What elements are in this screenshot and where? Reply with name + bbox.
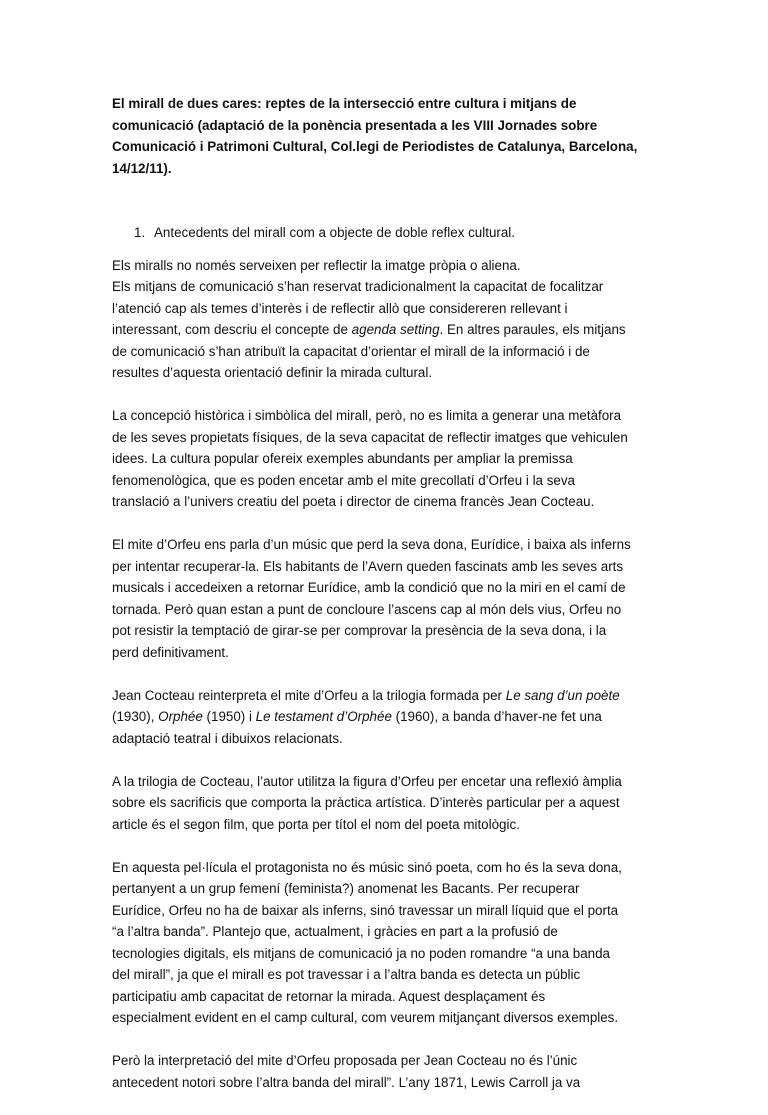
text-line: l’atenció cap als temes d’interès i de reflectir allò que considereren rellevant i: [112, 300, 568, 316]
title-line: El mirall de dues cares: reptes de la intersecció entre cultura i mitjans de: [112, 96, 577, 111]
text-line: participatiu amb capacitat de retornar la mirada. Aquest desplaçament és: [112, 988, 546, 1004]
text-line: del mirall”, ja que el mirall es pot travessar i a l’altra banda es detecta un públic: [112, 967, 581, 982]
text-segment: Jean Cocteau reinterpreta el mite d’Orfeu a la trilogia formada per: [112, 687, 506, 703]
text-line: pot resistir la temptació de girar-se per comprovar la presència de la seva dona, i la: [112, 623, 607, 638]
text-line: sobre els sacrificis que comporta la pràctica artística. D’interès particular per a aquest: [112, 795, 620, 810]
emphasis-agenda-setting: agenda setting: [351, 322, 440, 337]
paragraph-6: [112, 857, 657, 1029]
text-line: musicals i accedeixen a retornar Eurídice, amb la condició que no la miri en el camí de: [112, 580, 626, 595]
text-line: tecnologies digitals, els mitjans de comunicació ja no poden romandre “a una banda: [112, 945, 610, 961]
text-line: El mite d’Orfeu ens parla d’un músic que perd la seva dona, Eurídice, i baixa als inferns: [112, 537, 631, 552]
text-line: La concepció històrica i simbòlica del mirall, però, no es limita a generar una metàfora: [112, 408, 622, 423]
text-segment: (1950) i: [202, 709, 256, 724]
text-line: En aquesta pel·lícula el protagonista no és músic sinó poeta, com ho és la seva dona,: [112, 859, 622, 875]
paragraph-1: [112, 255, 657, 384]
text-line: per intentar recuperar-la. Els habitants de l’Avern queden fascinats amb les seves arts: [112, 558, 624, 574]
text-line: translació a l’univers creatiu del poeta i director de cinema francès Jean Cocteau.: [112, 494, 595, 509]
text-line: [112, 685, 657, 707]
text-line: [112, 706, 657, 728]
paragraph-4: [112, 685, 657, 750]
section-title: Antecedents del mirall com a objecte de doble reflex cultural.: [154, 225, 515, 240]
title-line: comunicació (adaptació de la ponència presentada a les VIII Jornades sobre: [112, 117, 598, 133]
text-line: article és el segon film, que porta per títol el nom del poeta mitològic.: [112, 816, 520, 832]
emphasis-film-title: Le testament d’Orphée: [255, 709, 392, 724]
paragraph-2: [112, 405, 657, 513]
text-line: [112, 319, 657, 341]
text-line: fenomenològica, que es poden encetar amb el mite grecollatí d’Orfeu i la seva: [112, 472, 575, 488]
text-line: perd definitivament.: [112, 644, 229, 660]
text-line: A la trilogia de Cocteau, l’autor utilitza la figura d’Orfeu per encetar una reflexió àmplia: [112, 773, 622, 789]
text-line: especialment evident en el camp cultural, com veurem mitjançant diversos exemples.: [112, 1010, 619, 1025]
title-line: Comunicació i Patrimoni Cultural, Col.legi de Periodistes de Catalunya, Barcelona,: [112, 139, 638, 154]
section-number: 1.: [134, 225, 146, 240]
text-line: idees. La cultura popular ofereix exemples abundants per ampliar la premissa: [112, 451, 573, 466]
text-line: antecedent notori sobre l’altra banda del mirall”. L’any 1871, Lewis Carroll ja va: [112, 1074, 581, 1090]
title-line: 14/12/11).: [112, 160, 172, 176]
text-segment: (1960), a banda d’haver-ne fet una: [391, 709, 602, 724]
text-segment: interessant, com descriu el concepte de: [112, 322, 352, 337]
text-line: de les seves propietats físiques, de la seva capacitat de reflectir imatges que vehiculen: [112, 429, 628, 445]
paragraph-3: [112, 534, 657, 663]
document-title: [112, 93, 657, 179]
text-line: tornada. Però quan estan a punt de concloure l’ascens cap al món dels vius, Orfeu no: [112, 601, 622, 617]
paragraph-5: [112, 771, 657, 836]
section-heading: [112, 222, 657, 244]
text-line: Els miralls no només serveixen per reflectir la imatge pròpia o aliena.: [112, 257, 521, 273]
text-line: adaptació teatral i dibuixos relacionats.: [112, 730, 343, 746]
text-segment: (1930),: [112, 709, 159, 724]
text-line: “a l’altra banda”. Plantejo que, actualment, i gràcies en part a la profusió de: [112, 924, 558, 939]
text-line: pertanyent a un grup femení (feminista?) anomenat les Bacants. Per recuperar: [112, 881, 580, 896]
text-segment: . En altres paraules, els mitjans: [439, 322, 626, 337]
text-line: resultes d’aquesta orientació definir la mirada cultural.: [112, 365, 433, 380]
text-line: Però la interpretació del mite d’Orfeu proposada per Jean Cocteau no és l’únic: [112, 1053, 578, 1068]
text-line: Els mitjans de comunicació s’han reservat tradicionalment la capacitat de focalitzar: [112, 279, 604, 294]
emphasis-film-title: Le sang d’un poète: [505, 687, 620, 703]
text-line: Eurídice, Orfeu no ha de baixar als inferns, sinó travessar un mirall líquid que el porta: [112, 902, 619, 918]
text-line: de comunicació s’han atribuït la capacitat d’orientar el mirall de la informació i de: [112, 343, 590, 359]
document-page: [112, 93, 657, 1115]
emphasis-film-title: Orphée: [158, 709, 203, 724]
